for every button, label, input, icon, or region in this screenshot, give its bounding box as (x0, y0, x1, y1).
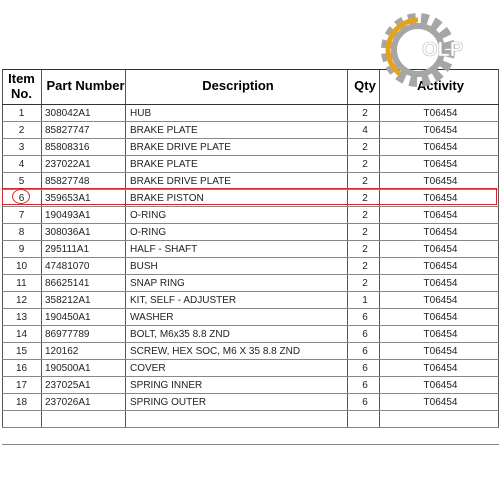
qty-cell: 6 (362, 329, 368, 340)
item-no-cell: 4 (18, 159, 25, 170)
part-number-cell: 47481070 (45, 261, 90, 272)
column-divider (498, 69, 499, 428)
part-number-cell: 85808316 (45, 142, 90, 153)
header-activity: Activity (417, 78, 464, 93)
row-divider (2, 342, 499, 343)
qty-cell: 6 (362, 363, 368, 374)
row-divider (2, 257, 499, 258)
qty-cell: 2 (362, 159, 368, 170)
table-row (2, 241, 499, 258)
description-cell: SNAP RING (130, 278, 185, 289)
activity-cell: T06454 (423, 261, 458, 272)
qty-cell: 6 (362, 346, 368, 357)
row-divider (2, 359, 499, 360)
row-divider (2, 240, 499, 241)
qty-cell: 2 (362, 108, 368, 119)
qty-cell: 2 (362, 244, 368, 255)
part-number-cell: 358212A1 (45, 295, 91, 306)
table-row (2, 207, 499, 224)
item-no-cell: 17 (15, 380, 28, 391)
row-divider (2, 104, 499, 105)
row-divider (2, 138, 499, 139)
table-row (2, 105, 499, 122)
table-row (2, 343, 499, 360)
description-cell: BRAKE PISTON (130, 193, 204, 204)
qty-cell: 6 (362, 397, 368, 408)
row-divider (2, 291, 499, 292)
description-cell: SPRING OUTER (130, 397, 207, 408)
activity-cell: T06454 (423, 397, 458, 408)
row-divider (2, 206, 499, 207)
part-number-cell: 308036A1 (45, 227, 91, 238)
part-number-cell: 190450A1 (45, 312, 91, 323)
table-row (2, 326, 499, 343)
description-cell: BRAKE DRIVE PLATE (130, 176, 231, 187)
column-divider (379, 69, 380, 428)
table-row (2, 309, 499, 326)
activity-cell: T06454 (423, 193, 458, 204)
description-cell: HUB (130, 108, 152, 119)
part-number-cell: 120162 (45, 346, 79, 357)
item-no-cell: 16 (15, 363, 28, 374)
header-part-number: Part Number (46, 78, 125, 93)
column-divider (2, 69, 3, 428)
table-row (2, 139, 499, 156)
row-divider (2, 308, 499, 309)
activity-cell: T06454 (423, 244, 458, 255)
column-divider (125, 69, 126, 428)
part-number-cell: 190500A1 (45, 363, 91, 374)
description-cell: BRAKE PLATE (130, 159, 198, 170)
qty-cell: 6 (362, 312, 368, 323)
row-divider (2, 223, 499, 224)
activity-cell: T06454 (423, 108, 458, 119)
row-divider (2, 274, 499, 275)
activity-cell: T06454 (423, 159, 458, 170)
part-number-cell: 237026A1 (45, 397, 91, 408)
activity-cell: T06454 (423, 176, 458, 187)
item-no-cell: 13 (15, 312, 28, 323)
row-divider (2, 155, 499, 156)
table-row (2, 360, 499, 377)
table-row (2, 377, 499, 394)
item-no-cell: 7 (18, 210, 25, 221)
activity-cell: T06454 (423, 142, 458, 153)
header-item-line2: No. (11, 86, 32, 101)
qty-cell: 2 (362, 176, 368, 187)
logo-text: OLP (422, 39, 464, 61)
row-divider (2, 427, 499, 428)
row-divider (2, 410, 499, 411)
row-divider (2, 121, 499, 122)
row-divider (2, 325, 499, 326)
part-number-cell: 86977789 (45, 329, 90, 340)
activity-cell: T06454 (423, 380, 458, 391)
activity-cell: T06454 (423, 125, 458, 136)
item-no-cell: 8 (18, 227, 25, 238)
qty-cell: 6 (362, 380, 368, 391)
description-cell: O-RING (130, 210, 167, 221)
activity-cell: T06454 (423, 329, 458, 340)
item-no-cell: 1 (18, 108, 25, 119)
part-number-cell: 85827747 (45, 125, 90, 136)
part-number-cell: 237022A1 (45, 159, 91, 170)
part-number-cell: 359653A1 (45, 193, 91, 204)
part-number-cell: 308042A1 (45, 108, 91, 119)
part-number-cell: 190493A1 (45, 210, 91, 221)
part-number-cell: 85827748 (45, 176, 90, 187)
item-no-cell: 14 (15, 329, 28, 340)
qty-cell: 2 (362, 193, 368, 204)
qty-cell: 2 (362, 278, 368, 289)
item-no-cell: 9 (18, 244, 25, 255)
description-cell: BRAKE PLATE (130, 125, 198, 136)
qty-cell: 1 (362, 295, 368, 306)
item-no-cell: 10 (15, 261, 28, 272)
activity-cell: T06454 (423, 363, 458, 374)
part-number-cell: 295111A1 (45, 244, 90, 255)
row-divider (2, 393, 499, 394)
row-divider (2, 172, 499, 173)
description-cell: BRAKE DRIVE PLATE (130, 142, 231, 153)
qty-cell: 2 (362, 261, 368, 272)
activity-cell: T06454 (423, 346, 458, 357)
activity-cell: T06454 (423, 295, 458, 306)
table-row (2, 224, 499, 241)
activity-cell: T06454 (423, 227, 458, 238)
description-cell: HALF - SHAFT (130, 244, 198, 255)
item-no-cell: 12 (15, 295, 28, 306)
table-row (2, 156, 499, 173)
item-no-cell: 5 (18, 176, 25, 187)
item-no-cell: 15 (15, 346, 28, 357)
item-no-cell: 18 (15, 397, 28, 408)
column-divider (347, 69, 348, 428)
header-item-line1: Item (8, 71, 35, 86)
activity-cell: T06454 (423, 278, 458, 289)
header-qty: Qty (354, 78, 376, 93)
column-divider (41, 69, 42, 428)
table-row (2, 394, 499, 411)
description-cell: BUSH (130, 261, 158, 272)
qty-cell: 2 (362, 227, 368, 238)
description-cell: WASHER (130, 312, 174, 323)
description-cell: SCREW, HEX SOC, M6 X 35 8.8 ZND (130, 346, 301, 357)
table-row (2, 122, 499, 139)
description-cell: COVER (130, 363, 166, 374)
part-number-cell: 237025A1 (45, 380, 91, 391)
highlighted-item-circle (12, 189, 30, 204)
activity-cell: T06454 (423, 210, 458, 221)
row-divider (2, 444, 499, 445)
header-description: Description (202, 78, 274, 93)
description-cell: O-RING (130, 227, 167, 238)
table-row (2, 275, 499, 292)
table-row (2, 292, 499, 309)
header-item-no (2, 69, 41, 103)
activity-cell: T06454 (423, 312, 458, 323)
item-no-cell: 2 (18, 125, 25, 136)
description-cell: SPRING INNER (130, 380, 203, 391)
row-divider (2, 376, 499, 377)
olp-logo (378, 4, 496, 96)
table-row (2, 258, 499, 275)
item-no-cell: 3 (18, 142, 25, 153)
qty-cell: 4 (362, 125, 368, 136)
item-no-cell: 6 (18, 193, 25, 204)
highlighted-row-outline (2, 188, 497, 205)
qty-cell: 2 (362, 210, 368, 221)
part-number-cell: 86625141 (45, 278, 90, 289)
qty-cell: 2 (362, 142, 368, 153)
item-no-cell: 11 (16, 278, 27, 289)
description-cell: KIT, SELF - ADJUSTER (130, 295, 237, 306)
description-cell: BOLT, M6x35 8.8 ZND (130, 329, 230, 340)
